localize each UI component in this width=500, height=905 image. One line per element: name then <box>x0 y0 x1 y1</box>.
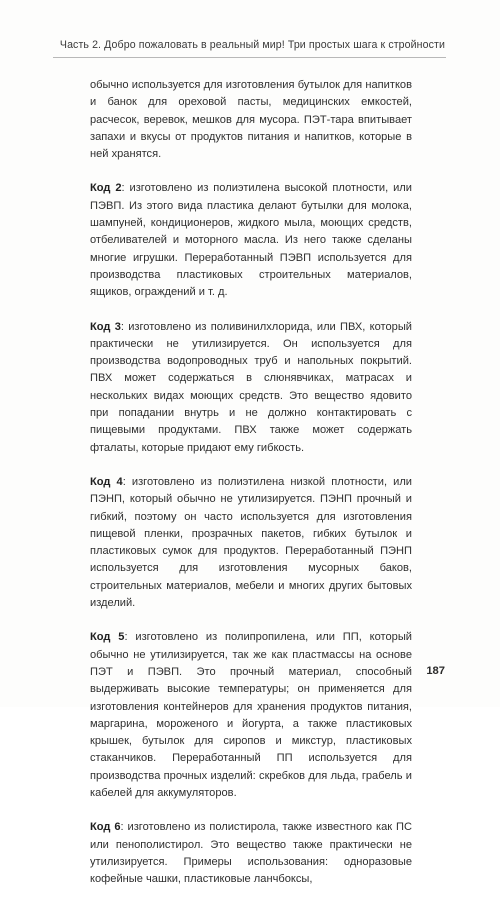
paragraph-continuation <box>90 77 412 163</box>
paragraph-text: : изготовлено из полиэтилена высокой плотности, или ПЭВП. Из этого вида пластика делают бутылки для молока, шампуней, кондиционеров, жидкого мыла, моющих средств, отбеливателей и моторного масла. Из него также сделаны многие игрушки. Переработанный ПЭВП используется для производства пластиковых строительных материалов, ящиков, ограждений и т. д. <box>90 182 412 299</box>
paragraph-text: : изготовлено из полиэтилена низкой плотности, или ПЭНП, который обычно не утилизируется. ПЭНП прочный и гибкий, поэтому он часто используется для изготовления пищевой пленки, прозрачных пакетов, гибких бутылок и пластиковых сумок для продуктов. Переработанный ПЭНП используется для изготовления мусорных баков, строительных материалов, мебели и многих других бытовых изделий. <box>90 475 412 610</box>
paragraph-text: : изготовлено из полипропилена, или ПП, который обычно не утилизируется, так же как пластмассы на основе ПЭТ и ПЭВП. Это прочный материал, способный выдерживать высокие температуры; он применяется для изготовления контейнеров для хранения продуктов питания, маргарина, мороженого и йогурта, а также пластиковых крышек, бутылок для сиропов и микстур, пластиковых стаканчиков. Переработанный ПП используется для производства прочных изделий: скребков для льда, грабель и кабелей для аккумуляторов. <box>90 631 412 799</box>
paragraph-code-3 <box>90 319 412 457</box>
running-header: Часть 2. Добро пожаловать в реальный мир! Три простых шага к стройности <box>59 39 445 51</box>
page-number: 187 <box>426 665 445 677</box>
paragraph-text: : изготовлено из полистирола, также известного как ПС или пенополистирол. Это вещество также практически не утилизируется. Примеры использования: одноразовые кофейные чашки, пластиковые ланчбоксы, <box>90 821 413 886</box>
paragraph-text: : изготовлено из поливинилхлорида, или ПВХ, который практически не утилизируется. Он используется для производства водопроводных труб и напольных покрытий. ПВХ может содержаться в слюнявчиках, матрасах и нескольких видах моющих средств. Это вещество ядовито при попадании внутрь и не должно контактировать с пищевыми продуктами. ПВХ также может содержать фталаты, которые придают ему гибкость. <box>90 320 412 454</box>
paragraph-code-2 <box>90 180 412 301</box>
code-label: Код 4 <box>90 475 123 488</box>
paragraph-code-4 <box>90 474 412 612</box>
body-text <box>90 77 412 905</box>
paragraph-code-5 <box>90 629 412 802</box>
code-label: Код 6 <box>90 821 121 834</box>
code-label: Код 2 <box>90 182 122 195</box>
code-label: Код 5 <box>90 631 125 644</box>
paragraph-code-6 <box>90 819 412 888</box>
header-divider <box>53 57 446 58</box>
code-label: Код 3 <box>90 320 121 333</box>
paragraph-text: обычно используется для изготовления бутылок для напитков и банок для ореховой пасты, медицинских емкостей, расчесок, веревок, мешков для мусора. ПЭТ-тара впитывает запахи и вкусы от продуктов питания и напитков, которые в ней хранятся. <box>90 79 412 161</box>
